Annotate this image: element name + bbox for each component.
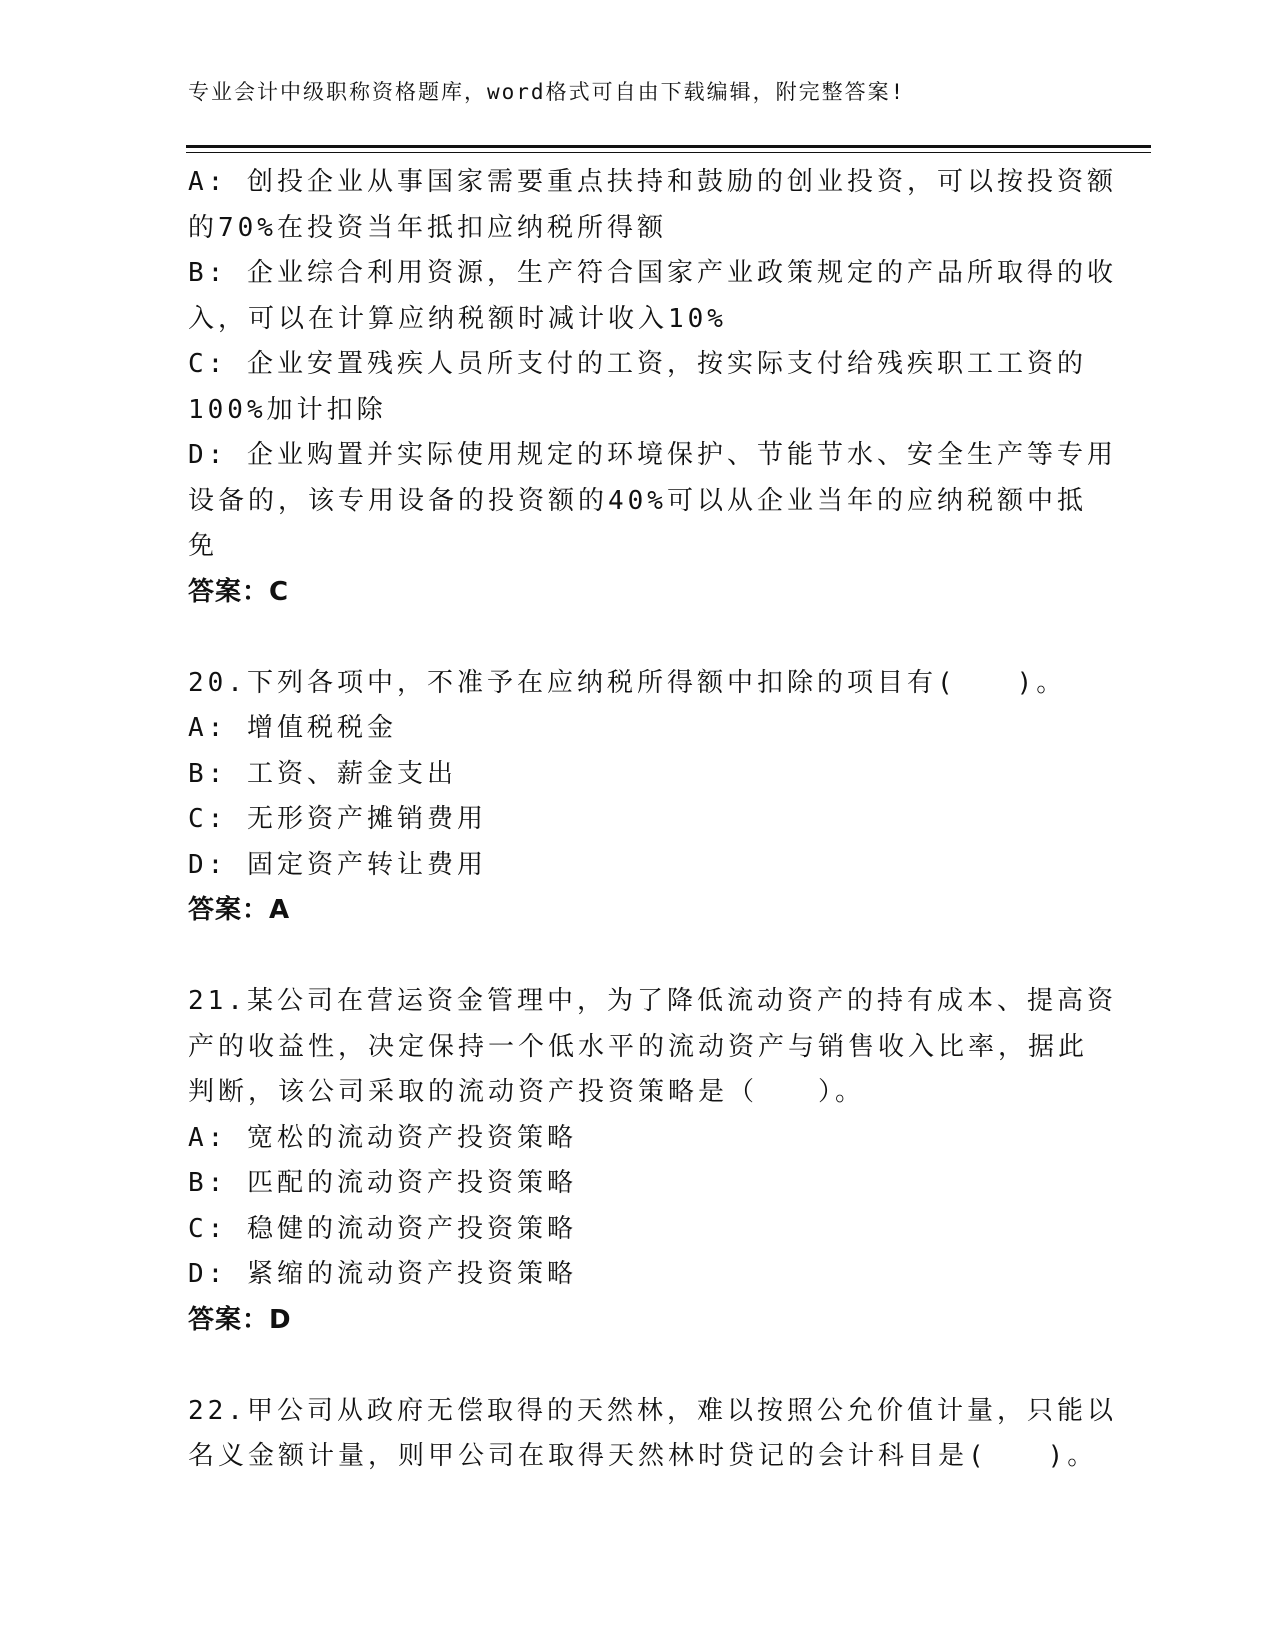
q19-option-b-line-2: 入，可以在计算应纳税额时减计收入10% (188, 303, 727, 334)
q19-option-a-line-2: 的70%在投资当年抵扣应纳税所得额 (188, 212, 667, 243)
q21-answer: 答案：D (188, 1304, 292, 1335)
q20-answer: 答案：A (188, 895, 291, 925)
header-rule-thin (186, 152, 1151, 153)
q19-answer: 答案：C (188, 576, 290, 607)
q20-question: 20.下列各项中，不准予在应纳税所得额中扣除的项目有( )。 (188, 667, 1067, 698)
spacer (188, 1343, 1088, 1389)
page-header: 专业会计中级职称资格题库，word格式可自由下载编辑，附完整答案! (188, 80, 906, 104)
q19-option-c-line-1: C: 企业安置残疾人员所支付的工资，按实际支付给残疾职工工资的 (188, 349, 1087, 379)
q21-question-line-2: 产的收益性，决定保持一个低水平的流动资产与销售收入比率，据此 (188, 1031, 1089, 1062)
header-rule-thick (186, 145, 1151, 148)
q20-option-c: C: 无形资产摊销费用 (188, 804, 487, 834)
q20-option-d: D: 固定资产转让费用 (188, 849, 487, 880)
q20-option-a: A: 增值税税金 (188, 713, 397, 743)
spacer (188, 615, 1088, 661)
q20-option-b: B: 工资、薪金支出 (188, 758, 457, 789)
q21-option-a: A: 宽松的流动资产投资策略 (188, 1122, 577, 1153)
q19-option-b-line-1: B: 企业综合利用资源，生产符合国家产业政策规定的产品所取得的收 (188, 258, 1117, 288)
document-body (188, 160, 1117, 1480)
q22-question-line-1: 22.甲公司从政府无偿取得的天然林，难以按照公允价值计量，只能以 (188, 1395, 1117, 1426)
q19-option-d-line-3: 免 (188, 531, 219, 561)
spacer (188, 934, 1088, 980)
q21-option-c: C: 稳健的流动资产投资策略 (188, 1213, 577, 1244)
q19-option-c-line-2: 100%加计扣除 (188, 394, 387, 425)
q22-question-line-2: 名义金额计量，则甲公司在取得天然林时贷记的会计科目是( )。 (188, 1441, 1098, 1471)
q21-question-line-3: 判断，该公司采取的流动资产投资策略是（ ）。 (188, 1077, 866, 1107)
q21-option-b: B: 匹配的流动资产投资策略 (188, 1168, 577, 1198)
q21-option-d: D: 紧缩的流动资产投资策略 (188, 1259, 577, 1289)
q19-option-d-line-2: 设备的，该专用设备的投资额的40%可以从企业当年的应纳税额中抵 (188, 485, 1087, 516)
q19-option-d-line-1: D: 企业购置并实际使用规定的环境保护、节能节水、安全生产等专用 (188, 440, 1117, 470)
q19-option-a-line-1: A: 创投企业从事国家需要重点扶持和鼓励的创业投资，可以按投资额 (188, 167, 1117, 197)
q21-question-line-1: 21.某公司在营运资金管理中，为了降低流动资产的持有成本、提高资 (188, 986, 1117, 1016)
